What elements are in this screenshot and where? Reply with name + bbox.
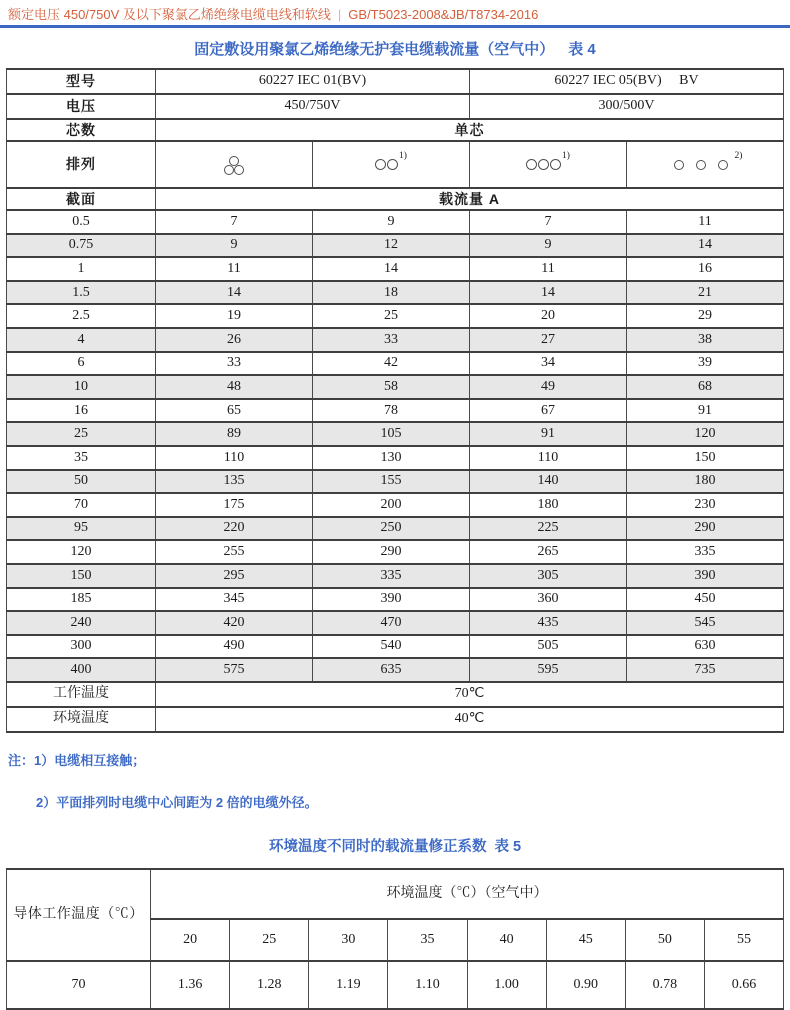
factor-cell: 1.10 bbox=[388, 961, 467, 1009]
table-row bbox=[7, 540, 784, 564]
value-cell: 140 bbox=[470, 470, 627, 494]
arrangement-cell bbox=[470, 141, 627, 188]
value-cell: 14 bbox=[156, 281, 313, 305]
value-cell: 105 bbox=[313, 422, 470, 446]
value-cell: 110 bbox=[156, 446, 313, 470]
value-cell: 14 bbox=[627, 234, 784, 258]
value-cell: 42 bbox=[313, 352, 470, 376]
conductor-temp-cell: 70 bbox=[7, 961, 151, 1009]
table4-footer-rows bbox=[7, 682, 784, 732]
factor-cell: 0.66 bbox=[704, 961, 783, 1009]
value-cell: 12 bbox=[313, 234, 470, 258]
model-row bbox=[7, 69, 784, 94]
table4-caption bbox=[0, 38, 790, 59]
value-cell: 89 bbox=[156, 422, 313, 446]
value-cell: 48 bbox=[156, 375, 313, 399]
value-cell: 18 bbox=[313, 281, 470, 305]
table-row bbox=[7, 422, 784, 446]
value-cell: 26 bbox=[156, 328, 313, 352]
section-cell: 240 bbox=[7, 611, 156, 635]
table5-number-label: 表 5 bbox=[494, 838, 522, 855]
table-row bbox=[7, 658, 784, 682]
value-cell: 225 bbox=[470, 517, 627, 541]
temp-tick: 45 bbox=[546, 919, 625, 961]
value-cell: 390 bbox=[313, 588, 470, 612]
value-cell: 67 bbox=[470, 399, 627, 423]
ambient-temp-row bbox=[7, 707, 784, 732]
table4-number-label: 表 4 bbox=[568, 41, 596, 58]
arrangement-cell bbox=[627, 141, 784, 188]
table5-caption-text: 环境温度不同时的载流量修正系数 bbox=[268, 838, 487, 855]
factor-cell: 1.19 bbox=[309, 961, 388, 1009]
value-cell: 505 bbox=[470, 635, 627, 659]
value-cell: 7 bbox=[156, 210, 313, 234]
value-cell: 38 bbox=[627, 328, 784, 352]
factor-cell: 0.90 bbox=[546, 961, 625, 1009]
temp-tick: 30 bbox=[309, 919, 388, 961]
table-row bbox=[7, 328, 784, 352]
value-cell: 21 bbox=[627, 281, 784, 305]
correction-factor-table bbox=[6, 868, 784, 1010]
section-cell: 4 bbox=[7, 328, 156, 352]
value-cell: 255 bbox=[156, 540, 313, 564]
value-cell: 630 bbox=[627, 635, 784, 659]
value-cell: 290 bbox=[627, 517, 784, 541]
section-cell: 50 bbox=[7, 470, 156, 494]
table4-notes bbox=[0, 750, 790, 811]
value-cell: 265 bbox=[470, 540, 627, 564]
arrangement-cell bbox=[313, 141, 470, 188]
cores-row bbox=[7, 119, 784, 141]
value-cell: 135 bbox=[156, 470, 313, 494]
table-row bbox=[7, 210, 784, 234]
table5-caption bbox=[0, 835, 790, 856]
value-cell: 27 bbox=[470, 328, 627, 352]
value-cell: 335 bbox=[627, 540, 784, 564]
temp-tick: 40 bbox=[467, 919, 546, 961]
section-cell: 16 bbox=[7, 399, 156, 423]
value-cell: 305 bbox=[470, 564, 627, 588]
ambient-temp-label: 环境温度 bbox=[7, 707, 156, 732]
value-cell: 120 bbox=[627, 422, 784, 446]
footnote-marker: 1) bbox=[562, 150, 570, 161]
voltage-right-cell: 300/500V bbox=[470, 94, 784, 119]
value-cell: 14 bbox=[313, 257, 470, 281]
section-header-row bbox=[7, 188, 784, 210]
value-cell: 360 bbox=[470, 588, 627, 612]
value-cell: 91 bbox=[627, 399, 784, 423]
table-row bbox=[7, 588, 784, 612]
two-circles-touching-icon bbox=[375, 157, 398, 172]
table4-header-rows bbox=[7, 69, 784, 210]
section-cell: 0.5 bbox=[7, 210, 156, 234]
section-cell: 120 bbox=[7, 540, 156, 564]
value-cell: 635 bbox=[313, 658, 470, 682]
value-cell: 49 bbox=[470, 375, 627, 399]
voltage-row bbox=[7, 94, 784, 119]
table-row bbox=[7, 281, 784, 305]
model-left-cell: 60227 IEC 01(BV) bbox=[156, 69, 470, 94]
value-cell: 33 bbox=[313, 328, 470, 352]
section-cell: 25 bbox=[7, 422, 156, 446]
value-cell: 435 bbox=[470, 611, 627, 635]
table-row bbox=[7, 446, 784, 470]
value-cell: 65 bbox=[156, 399, 313, 423]
value-cell: 11 bbox=[156, 257, 313, 281]
value-cell: 230 bbox=[627, 493, 784, 517]
factor-cell: 0.78 bbox=[625, 961, 704, 1009]
ambient-temp-value: 40℃ bbox=[156, 707, 784, 732]
value-cell: 470 bbox=[313, 611, 470, 635]
value-cell: 345 bbox=[156, 588, 313, 612]
arrangement-row bbox=[7, 141, 784, 188]
temp-tick: 20 bbox=[151, 919, 230, 961]
table-row bbox=[7, 304, 784, 328]
value-cell: 175 bbox=[156, 493, 313, 517]
value-cell: 595 bbox=[470, 658, 627, 682]
header-title: 额定电压 450/750V 及以下聚氯乙烯绝缘电缆电线和软线 bbox=[8, 7, 331, 22]
value-cell: 490 bbox=[156, 635, 313, 659]
value-cell: 68 bbox=[627, 375, 784, 399]
three-circles-spaced-icon bbox=[668, 157, 734, 172]
factor-cell: 1.36 bbox=[151, 961, 230, 1009]
ampacity-table bbox=[6, 68, 784, 733]
value-cell: 155 bbox=[313, 470, 470, 494]
value-cell: 9 bbox=[470, 234, 627, 258]
section-cell: 150 bbox=[7, 564, 156, 588]
factor-row bbox=[7, 961, 784, 1009]
value-cell: 25 bbox=[313, 304, 470, 328]
voltage-left-cell: 450/750V bbox=[156, 94, 470, 119]
arrangement-cell bbox=[156, 141, 313, 188]
section-cell: 0.75 bbox=[7, 234, 156, 258]
note-1: 注：1）电缆相互接触； bbox=[8, 752, 146, 768]
three-circles-touching-icon bbox=[526, 157, 561, 172]
value-cell: 290 bbox=[313, 540, 470, 564]
header-separator: | bbox=[337, 7, 342, 22]
working-temp-row bbox=[7, 682, 784, 707]
value-cell: 150 bbox=[627, 446, 784, 470]
table5-header-row bbox=[7, 869, 784, 919]
value-cell: 295 bbox=[156, 564, 313, 588]
footnote-marker: 2) bbox=[734, 150, 743, 161]
value-cell: 16 bbox=[627, 257, 784, 281]
document-header bbox=[0, 0, 790, 28]
section-cell: 400 bbox=[7, 658, 156, 682]
cores-label: 芯数 bbox=[7, 119, 156, 141]
note-2: 2）平面排列时电缆中心间距为 2 倍的电缆外径。 bbox=[36, 794, 318, 810]
section-label: 截面 bbox=[7, 188, 156, 210]
value-cell: 34 bbox=[470, 352, 627, 376]
value-cell: 9 bbox=[313, 210, 470, 234]
value-cell: 180 bbox=[627, 470, 784, 494]
value-cell: 130 bbox=[313, 446, 470, 470]
table5-rows bbox=[7, 869, 784, 1009]
value-cell: 250 bbox=[313, 517, 470, 541]
value-cell: 19 bbox=[156, 304, 313, 328]
model-right-cell: 60227 IEC 05(BV) BV bbox=[470, 69, 784, 94]
value-cell: 200 bbox=[313, 493, 470, 517]
value-cell: 29 bbox=[627, 304, 784, 328]
working-temp-label: 工作温度 bbox=[7, 682, 156, 707]
section-cell: 6 bbox=[7, 352, 156, 376]
factor-cell: 1.28 bbox=[230, 961, 309, 1009]
header-standard-ref: GB/T5023-2008&JB/T8734-2016 bbox=[348, 7, 539, 22]
value-cell: 335 bbox=[313, 564, 470, 588]
value-cell: 11 bbox=[627, 210, 784, 234]
value-cell: 540 bbox=[313, 635, 470, 659]
temp-tick: 50 bbox=[625, 919, 704, 961]
value-cell: 33 bbox=[156, 352, 313, 376]
table-row bbox=[7, 234, 784, 258]
section-cell: 35 bbox=[7, 446, 156, 470]
capacity-label-cell: 载流量 A bbox=[156, 188, 784, 210]
value-cell: 220 bbox=[156, 517, 313, 541]
table-row bbox=[7, 352, 784, 376]
conductor-temp-header: 导体工作温度（℃） bbox=[7, 869, 151, 961]
section-cell: 185 bbox=[7, 588, 156, 612]
trefoil-three-circles-icon bbox=[224, 156, 244, 175]
temp-tick: 25 bbox=[230, 919, 309, 961]
value-cell: 9 bbox=[156, 234, 313, 258]
value-cell: 420 bbox=[156, 611, 313, 635]
table-row bbox=[7, 564, 784, 588]
value-cell: 735 bbox=[627, 658, 784, 682]
table-row bbox=[7, 493, 784, 517]
value-cell: 39 bbox=[627, 352, 784, 376]
table4-data-rows bbox=[7, 210, 784, 682]
value-cell: 450 bbox=[627, 588, 784, 612]
value-cell: 545 bbox=[627, 611, 784, 635]
table-row bbox=[7, 399, 784, 423]
voltage-label: 电压 bbox=[7, 94, 156, 119]
section-cell: 300 bbox=[7, 635, 156, 659]
value-cell: 110 bbox=[470, 446, 627, 470]
factor-cell: 1.00 bbox=[467, 961, 546, 1009]
section-cell: 95 bbox=[7, 517, 156, 541]
value-cell: 11 bbox=[470, 257, 627, 281]
value-cell: 14 bbox=[470, 281, 627, 305]
value-cell: 390 bbox=[627, 564, 784, 588]
cores-value-cell: 单芯 bbox=[156, 119, 784, 141]
section-cell: 1.5 bbox=[7, 281, 156, 305]
temp-tick: 35 bbox=[388, 919, 467, 961]
section-cell: 70 bbox=[7, 493, 156, 517]
table-row bbox=[7, 470, 784, 494]
value-cell: 91 bbox=[470, 422, 627, 446]
value-cell: 575 bbox=[156, 658, 313, 682]
value-cell: 78 bbox=[313, 399, 470, 423]
value-cell: 7 bbox=[470, 210, 627, 234]
table-row bbox=[7, 611, 784, 635]
model-label: 型号 bbox=[7, 69, 156, 94]
ambient-temp-header: 环境温度（℃）（空气中） bbox=[151, 869, 784, 919]
arrangement-label: 排列 bbox=[7, 141, 156, 188]
value-cell: 58 bbox=[313, 375, 470, 399]
temp-tick: 55 bbox=[704, 919, 783, 961]
footnote-marker: 1) bbox=[399, 150, 407, 161]
section-cell: 1 bbox=[7, 257, 156, 281]
table4-caption-text: 固定敷设用聚氯乙烯绝缘无护套电缆载流量（空气中） bbox=[194, 41, 555, 58]
table-row bbox=[7, 375, 784, 399]
section-cell: 10 bbox=[7, 375, 156, 399]
section-cell: 2.5 bbox=[7, 304, 156, 328]
table-row bbox=[7, 635, 784, 659]
value-cell: 20 bbox=[470, 304, 627, 328]
working-temp-value: 70℃ bbox=[156, 682, 784, 707]
table-row bbox=[7, 257, 784, 281]
table-row bbox=[7, 517, 784, 541]
value-cell: 180 bbox=[470, 493, 627, 517]
